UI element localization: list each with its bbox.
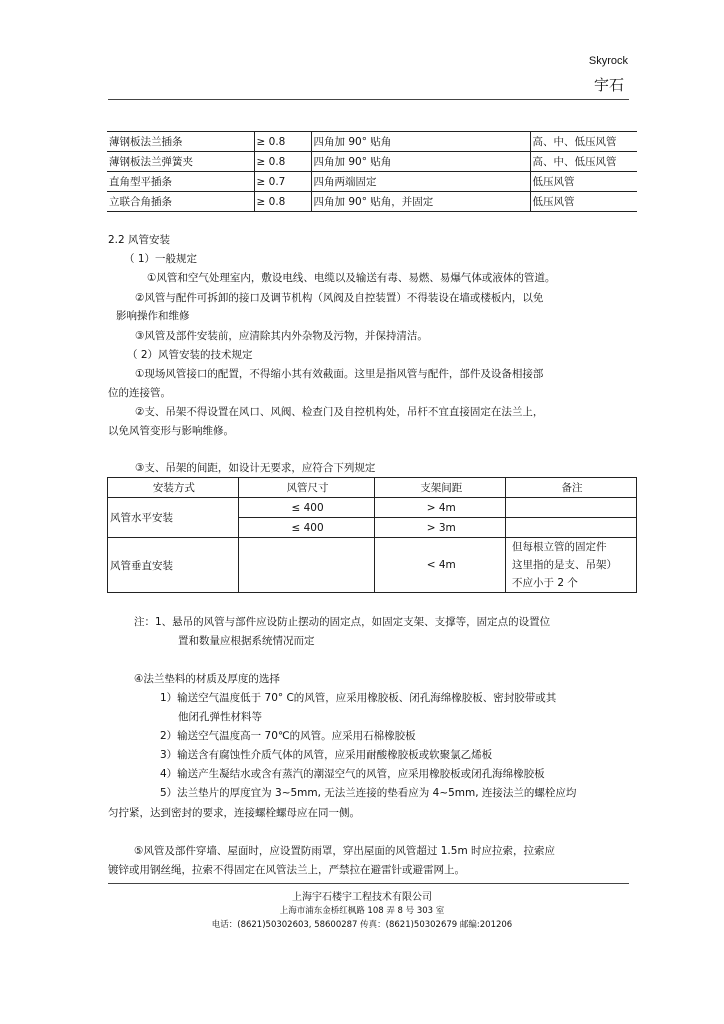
header-brand-cn: 宇石 xyxy=(593,76,624,94)
list-item: 5）法兰垫片的厚度宜为 3~5mm, 无法兰连接的垫看应为 4~5mm, 连接法兰的螺栓应均 xyxy=(160,787,577,799)
table-cell: ≤ 400 xyxy=(238,518,375,538)
footer-contact: 电话：(8621)50302603, 58600287 传真：(8621)50302679 邮编:201206 xyxy=(211,920,513,930)
table-header-row xyxy=(108,478,637,498)
list-item: 2）输送空气温度高一 70℃的风管。应采用石棉橡胶板 xyxy=(160,730,416,742)
section-heading: 2.2 风管安装 xyxy=(108,234,171,246)
footer-address: 上海市浦东金桥红枫路 108 弄 8 号 303 室 xyxy=(279,906,445,916)
support-spacing-table xyxy=(107,477,637,593)
table-cell: ≥ 0.7 xyxy=(254,172,311,192)
column-header: 备注 xyxy=(506,478,637,498)
table-cell: 四角加 90° 贴角 xyxy=(311,132,530,152)
table-cell xyxy=(506,518,637,538)
table-cell: ≥ 0.8 xyxy=(254,192,311,212)
list-item: 他闭孔弹性材料等 xyxy=(178,711,262,723)
table-cell: 风管垂直安装 xyxy=(108,538,239,593)
table-row xyxy=(107,132,637,152)
table-cell: 薄钢板法兰插条 xyxy=(107,132,254,152)
header-brand-en: Skyrock xyxy=(588,55,628,67)
note-line: 不应小于 2 个 xyxy=(512,577,578,589)
paragraph: ④法兰垫料的材质及厚度的选择 xyxy=(134,673,280,685)
table-row xyxy=(108,498,637,518)
column-header: 风管尺寸 xyxy=(238,478,375,498)
table-row xyxy=(107,172,637,192)
paragraph: ①风管和空气处理室内，敷设电线、电缆以及输送有毒、易燃、易爆气体或液体的管道。 xyxy=(147,272,556,284)
paragraph: 镀锌或用钢丝绳，拉索不得固定在风管法兰上，严禁拉在避雷针或避雷网上。 xyxy=(108,864,465,876)
table-cell: 四角加 90° 贴角 xyxy=(311,152,530,172)
list-item: 3）输送含有腐蚀性介质气体的风管，应采用耐酸橡胶板或软聚氯乙烯板 xyxy=(160,749,493,761)
paragraph: ③支、吊架的间距，如设计无要求，应符合下列规定 xyxy=(135,462,376,474)
footer-divider xyxy=(108,883,629,884)
table-cell-note xyxy=(506,538,637,593)
table-row xyxy=(107,152,637,172)
table-cell: 低压风管 xyxy=(530,192,637,212)
note-line: 但每根立管的固定件 xyxy=(512,541,607,553)
paragraph: ②支、吊架不得设置在风口、风阀、检查门及自控机构处，吊杆不宜直接固定在法兰上， xyxy=(135,406,544,418)
table-row xyxy=(108,538,637,593)
table-row xyxy=(107,192,637,212)
table-cell: ≤ 400 xyxy=(238,498,375,518)
table-cell: 低压风管 xyxy=(530,172,637,192)
paragraph: ②风管与配件可拆卸的接口及调节机构（风阀及自控装置）不得装设在墙或楼板内，以免 xyxy=(135,292,544,304)
table-cell: 风管水平安装 xyxy=(108,498,239,538)
list-item: 1）输送空气温度低于 70° C的风管，应采用橡胶板、闭孔海绵橡胶板、密封胶带或其 xyxy=(160,692,557,704)
table-cell: > 4m xyxy=(375,498,506,518)
subsection-technical: （ 2）风管安装的技术规定 xyxy=(127,349,253,361)
paragraph: 以免风管变形与影响维修。 xyxy=(108,425,234,437)
note: 注：1、悬吊的风管与部件应设防止摆动的固定点，如固定支架、支撑等，固定点的设置位 xyxy=(134,616,551,628)
table-cell: ≥ 0.8 xyxy=(254,132,311,152)
paragraph: ③风管及部件安装前，应清除其内外杂物及污物，并保持清洁。 xyxy=(135,330,428,342)
paragraph: ①现场风管接口的配置，不得缩小其有效截面。这里是指风管与配件，部件及设备相接部 xyxy=(135,368,544,380)
column-header: 支架间距 xyxy=(375,478,506,498)
table-cell: ≥ 0.8 xyxy=(254,152,311,172)
list-item: 4）输送产生凝结水或含有蒸汽的潮湿空气的风管，应采用橡胶板或闭孔海绵橡胶板 xyxy=(160,768,545,780)
paragraph: 影响操作和维修 xyxy=(116,310,190,322)
table-cell: 高、中、低压风管 xyxy=(530,132,637,152)
table-cell xyxy=(238,538,375,593)
paragraph: 位的连接管。 xyxy=(108,387,171,399)
column-header: 安装方式 xyxy=(108,478,239,498)
paragraph: ⑤风管及部件穿墙、屋面时，应设置防雨罩，穿出屋面的风管超过 1.5m 时应拉索，拉索应 xyxy=(134,845,556,857)
table-cell: 直角型平插条 xyxy=(107,172,254,192)
header-divider xyxy=(108,99,629,100)
flange-table xyxy=(107,131,637,212)
note: 置和数量应根据系统情况而定 xyxy=(178,635,315,647)
table-cell: < 4m xyxy=(375,538,506,593)
note-line: 这里指的是支、吊架） xyxy=(512,559,618,571)
table-cell xyxy=(506,498,637,518)
table-cell: 四角加 90° 贴角，并固定 xyxy=(311,192,530,212)
table-cell: > 3m xyxy=(375,518,506,538)
subsection-general: （ 1）一般规定 xyxy=(124,253,198,265)
table-cell: 立联合角插条 xyxy=(107,192,254,212)
table-cell: 四角两端固定 xyxy=(311,172,530,192)
table-cell: 高、中、低压风管 xyxy=(530,152,637,172)
table-cell: 薄钢板法兰弹簧夹 xyxy=(107,152,254,172)
footer-company: 上海宇石楼宇工程技术有限公司 xyxy=(292,892,432,903)
list-item: 匀拧紧，达到密封的要求，连接螺栓螺母应在同一侧。 xyxy=(108,807,360,819)
